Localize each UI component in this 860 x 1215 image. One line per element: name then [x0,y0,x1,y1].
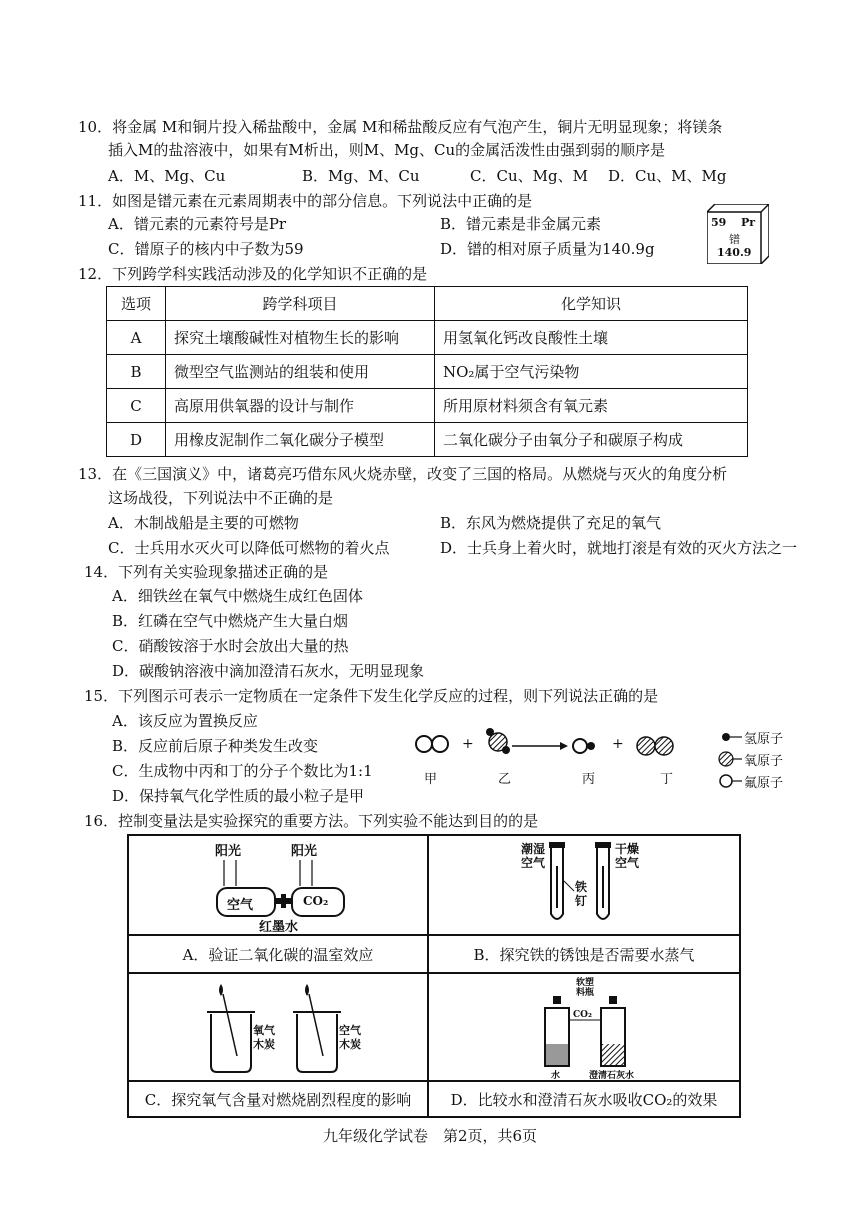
q13-stem-line2: 这场战役，下列说法中不正确的是 [108,489,334,507]
row-option: A [107,321,166,355]
q16-experiment-grid [127,834,741,1118]
label-bing: 丙 [582,772,596,787]
caption-d: D．比较水和澄清石灰水吸收CO₂的效果 [450,1091,718,1109]
d-co2-label: CO₂ [573,1010,592,1020]
row-project: 用橡皮泥制作二氧化碳分子模型 [166,423,435,457]
panel-c-figure [128,973,428,1081]
a-sun-label-1: 阳光 [215,844,242,859]
row-option: D [107,423,166,457]
legend-hydrogen: 氢原子 [744,732,784,747]
q10-stem-line2: 插入M的盐溶液中，如果有M析出，则M、Mg、Cu的金属活泼性由强到弱的顺序是 [108,141,666,159]
q13-option-c: C．士兵用水灭火可以降低可燃物的着火点 [108,539,390,557]
q10-option-b: B．Mg、M、Cu [302,167,420,185]
page-footer: 九年级化学试卷 第2页，共6页 [322,1127,538,1145]
q15-stem: 15．下列图示可表示一定物质在一定条件下发生化学反应的过程，则下列说法正确的是 [84,687,659,705]
c-air-label: 空气 [339,1024,361,1037]
q14-option-a: A．细铁丝在氧气中燃烧生成红色固体 [112,587,363,605]
table-row [107,389,748,423]
a-air-label: 空气 [227,898,254,913]
row-knowledge: 用氢氧化钙改良酸性土壤 [435,321,748,355]
element-number: 59 [711,216,727,229]
b-nail-label: 铁 钉 [575,880,588,908]
q14-stem: 14．下列有关实验现象描述正确的是 [84,563,329,581]
q11-option-c: C．镨原子的核内中子数为59 [108,240,304,258]
plus-sign-2: + [612,736,624,752]
b-dry-air-label: 干燥 空气 [615,842,640,870]
table-row [107,423,748,457]
q13-option-d: D．士兵身上着火时，就地打滚是有效的灭火方法之一 [440,539,798,557]
d-water-label: 水 [551,1071,561,1081]
q14-option-d: D．碳酸钠溶液中滴加澄清石灰水，无明显现象 [112,662,425,680]
table-row [107,355,748,389]
table-row [107,321,748,355]
c-carbon-label-1: 木炭 [253,1038,275,1051]
plus-sign-1: + [462,736,474,752]
panel-a-caption-cell [128,935,428,973]
row-option: B [107,355,166,389]
q15-option-b: B．反应前后原子种类发生改变 [112,737,319,755]
a-sun-label-2: 阳光 [291,844,318,859]
q12-table [106,286,748,457]
row-knowledge: 所用原材料须含有氧元素 [435,389,748,423]
caption-a: A．验证二氧化碳的温室效应 [182,946,374,964]
q16-stem: 16．控制变量法是实验探究的重要方法。下列实验不能达到目的的是 [84,812,539,830]
q11-option-d: D．镨的相对原子质量为140.9g [440,240,655,258]
q14-option-b: B．红磷在空气中燃烧产生大量白烟 [112,612,349,630]
element-tile [707,204,765,260]
q13-stem-line1: 13．在《三国演义》中，诸葛亮巧借东风火烧赤壁，改变了三国的格局。从燃烧与灭火的角度分析 [78,465,728,483]
q12-stem: 12．下列跨学科实践活动涉及的化学知识不正确的是 [78,265,428,283]
c-carbon-label-2: 木炭 [339,1038,361,1051]
q15-option-a: A．该反应为置换反应 [112,712,258,730]
q10-option-c: C．Cu、Mg、M [470,167,588,185]
q11-option-b: B．镨元素是非金属元素 [440,215,602,233]
d-bottle-label: 软塑料瓶 [575,978,594,998]
q11-stem: 11．如图是镨元素在元素周期表中的部分信息。下列说法中正确的是 [78,192,533,210]
q14-option-c: C．硝酸铵溶于水时会放出大量的热 [112,637,349,655]
q15-option-d: D．保持氧气化学性质的最小粒子是甲 [112,787,365,805]
panel-b-figure [428,835,740,935]
row-knowledge: 二氧化碳分子由氧分子和碳原子构成 [435,423,748,457]
panel-d-figure [428,973,740,1081]
q11-option-a: A．镨元素的元素符号是Pr [108,215,287,233]
q10-stem-line1: 10．将金属 M和铜片投入稀盐酸中，金属 M和稀盐酸反应有气泡产生，铜片无明显现象；将镁条 [78,118,723,136]
q10-option-a: A．M、Mg、Cu [108,167,226,185]
header-project: 跨学科项目 [166,287,435,321]
b-wet-air-label: 潮湿 空气 [521,842,546,870]
row-knowledge: NO₂属于空气污染物 [435,355,748,389]
row-project: 微型空气监测站的组装和使用 [166,355,435,389]
d-lime-label: 澄清石灰水 [589,1071,635,1081]
q15-option-c: C．生成物中丙和丁的分子个数比为1:1 [112,762,373,780]
table-header-row [107,287,748,321]
q13-option-a: A．木制战船是主要的可燃物 [108,514,299,532]
legend-oxygen: 氧原子 [744,754,784,769]
element-name: 镨 [729,233,740,246]
element-mass: 140.9 [717,246,752,259]
row-project: 探究土壤酸碱性对植物生长的影响 [166,321,435,355]
header-knowledge: 化学知识 [435,287,748,321]
caption-b: B．探究铁的锈蚀是否需要水蒸气 [473,946,695,964]
panel-b-caption-cell [428,935,740,973]
element-symbol: Pr [741,216,756,229]
row-project: 高原用供氧器的设计与制作 [166,389,435,423]
row-option: C [107,389,166,423]
q10-option-d: D．Cu、M、Mg [608,167,727,185]
caption-c: C．探究氧气含量对燃烧剧烈程度的影响 [144,1091,412,1109]
header-option: 选项 [107,287,166,321]
label-yi: 乙 [498,772,512,787]
a-ink-label: 红墨水 [259,920,299,935]
reaction-diagram [410,724,800,794]
panel-c-caption-cell [128,1081,428,1117]
legend-fluorine: 氟原子 [744,776,784,791]
panel-d-caption-cell [428,1081,740,1117]
q13-option-b: B．东风为燃烧提供了充足的氧气 [440,514,662,532]
label-ding: 丁 [660,772,674,787]
c-oxygen-label: 氧气 [253,1024,275,1037]
panel-a-figure [128,835,428,935]
label-jia: 甲 [424,772,438,787]
a-co2-label: CO₂ [303,894,329,908]
